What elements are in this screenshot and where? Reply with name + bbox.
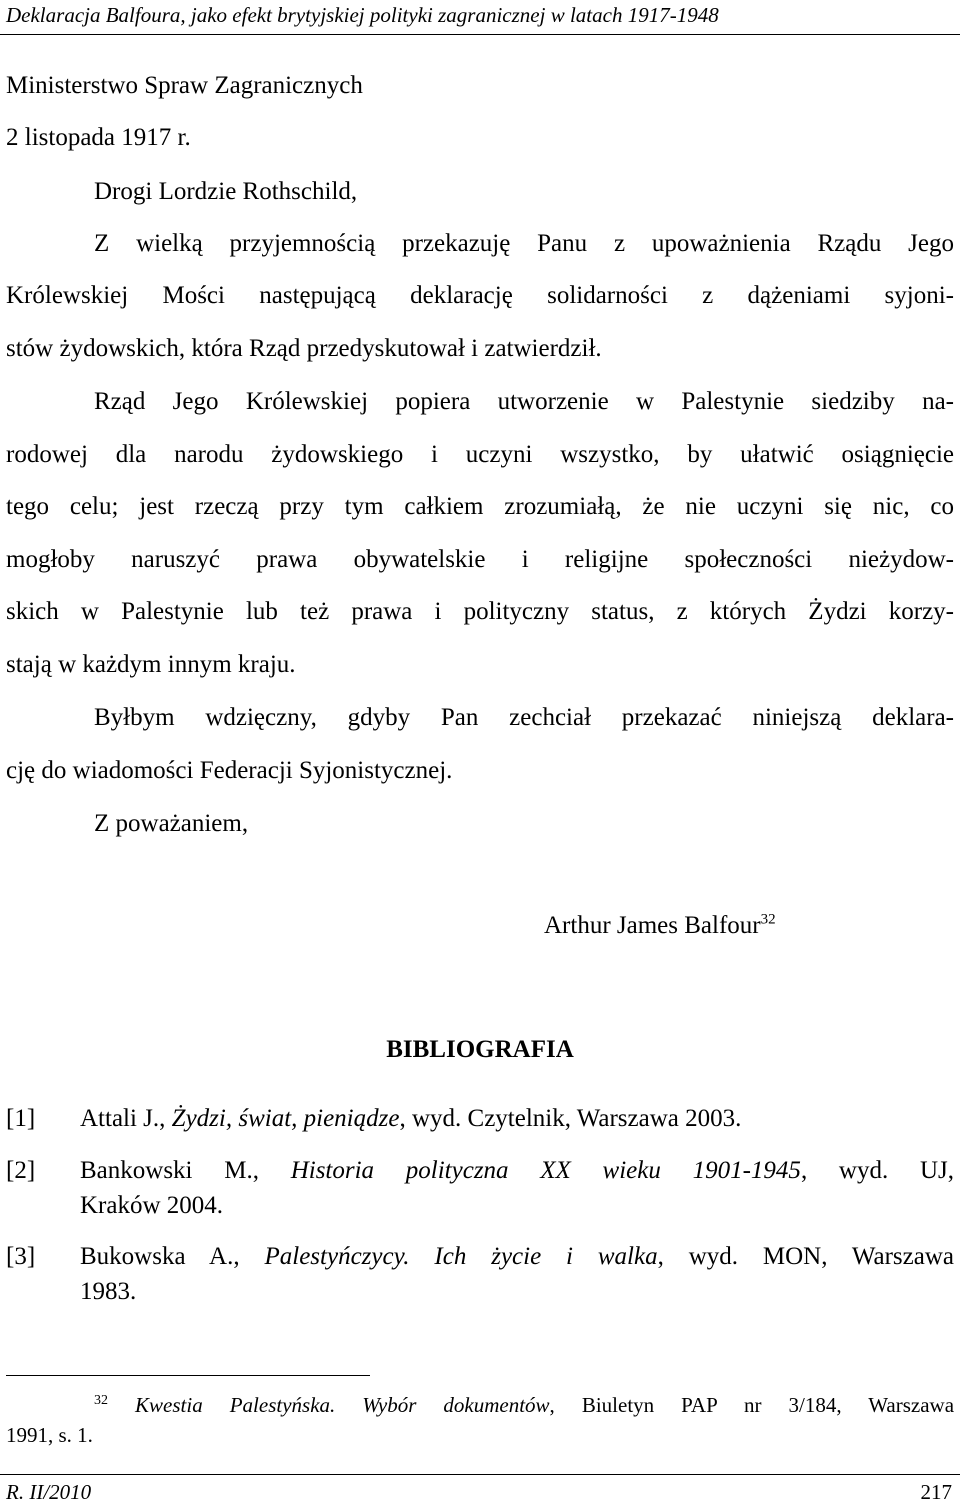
para2-line2: rodowej dla narodu żydowskiego i uczyni wszystko, by ułatwić osiągnięcie — [6, 441, 954, 468]
signature — [544, 910, 954, 942]
running-header: Deklaracja Balfoura, jako efekt brytyjskiej polityki zagranicznej w latach 1917-1948 — [6, 3, 719, 27]
bib-rest: , wyd. Czytelnik, Warszawa 2003. — [399, 1105, 742, 1132]
journal-issue: R. II/2010 — [6, 1480, 92, 1504]
para2-line6: stają w każdym innym kraju. — [6, 651, 296, 678]
bib-title: Żydzi, świat, pieniądze — [171, 1105, 400, 1132]
para2-line4: mogłoby naruszyć prawa obywatelskie i religijne społeczności nieżydow- — [6, 546, 954, 573]
bib-author: Bankowski M., — [80, 1157, 291, 1184]
bib-rest: , wyd. UJ, — [800, 1157, 954, 1184]
bib-entry-3 — [80, 1240, 954, 1274]
bib-entry-2 — [80, 1154, 954, 1188]
date-line: 2 listopada 1917 r. — [6, 124, 191, 151]
bib-author: Attali J., — [80, 1105, 172, 1132]
footnote-number: 32 — [94, 1393, 108, 1408]
closing: Z poważaniem, — [94, 810, 249, 837]
bibliography-title: BIBLIOGRAFIA — [386, 1036, 574, 1063]
para2-line1: Rząd Jego Królewskiej popiera utworzenie w Palestynie siedziby na- — [94, 388, 954, 415]
bib-title: Historia polityczna XX wieku 1901-1945 — [290, 1157, 801, 1184]
bib-entry-1 — [80, 1102, 954, 1136]
footnote-rest: , Biuletyn PAP nr 3/184, Warszawa — [549, 1393, 955, 1417]
para2-line5: skich w Palestynie lub też prawa i polityczny status, z których Żydzi korzy- — [6, 598, 954, 625]
bib-entry-2-line2: Kraków 2004. — [80, 1192, 224, 1219]
bib-number-1: [1] — [6, 1105, 36, 1132]
bib-number-2: [2] — [6, 1157, 36, 1184]
salutation: Drogi Lordzie Rothschild, — [94, 178, 358, 205]
bib-entry-3-line2: 1983. — [80, 1278, 137, 1305]
bib-rest: , wyd. MON, Warszawa — [657, 1243, 954, 1270]
bib-author: Bukowska A., — [80, 1243, 265, 1270]
signature-name: Arthur James Balfour — [544, 912, 761, 939]
footnote-line2: 1991, s. 1. — [6, 1423, 93, 1447]
bib-number-3: [3] — [6, 1243, 36, 1270]
para3-line1: Byłbym wdzięczny, gdyby Pan zechciał przekazać niniejszą deklara- — [94, 704, 954, 731]
footnote-divider — [6, 1375, 370, 1376]
footnote-title: Kwestia Palestyńska. Wybór dokumentów — [135, 1393, 550, 1417]
para1-line1: Z wielką przyjemnością przekazuję Panu z upoważnienia Rządu Jego — [94, 230, 954, 257]
bib-title: Palestyńczycy. Ich życie i walka — [264, 1243, 658, 1270]
para1-line3: stów żydowskich, która Rząd przedyskutował i zatwierdził. — [6, 335, 602, 362]
para2-line3: tego celu; jest rzeczą przy tym całkiem zrozumiałą, że nie uczyni się nic, co — [6, 493, 954, 520]
sender-line: Ministerstwo Spraw Zagranicznych — [6, 72, 363, 99]
signature-footnote-ref: 32 — [760, 911, 776, 928]
para3-line2: cję do wiadomości Federacji Syjonistycznej. — [6, 757, 453, 784]
footnote-line1 — [94, 1392, 954, 1418]
header-divider — [0, 34, 960, 35]
footer-divider — [0, 1474, 960, 1475]
page-number: 217 — [920, 1480, 952, 1504]
para1-line2: Królewskiej Mości następującą deklarację solidarności z dążeniami syjoni- — [6, 282, 954, 309]
